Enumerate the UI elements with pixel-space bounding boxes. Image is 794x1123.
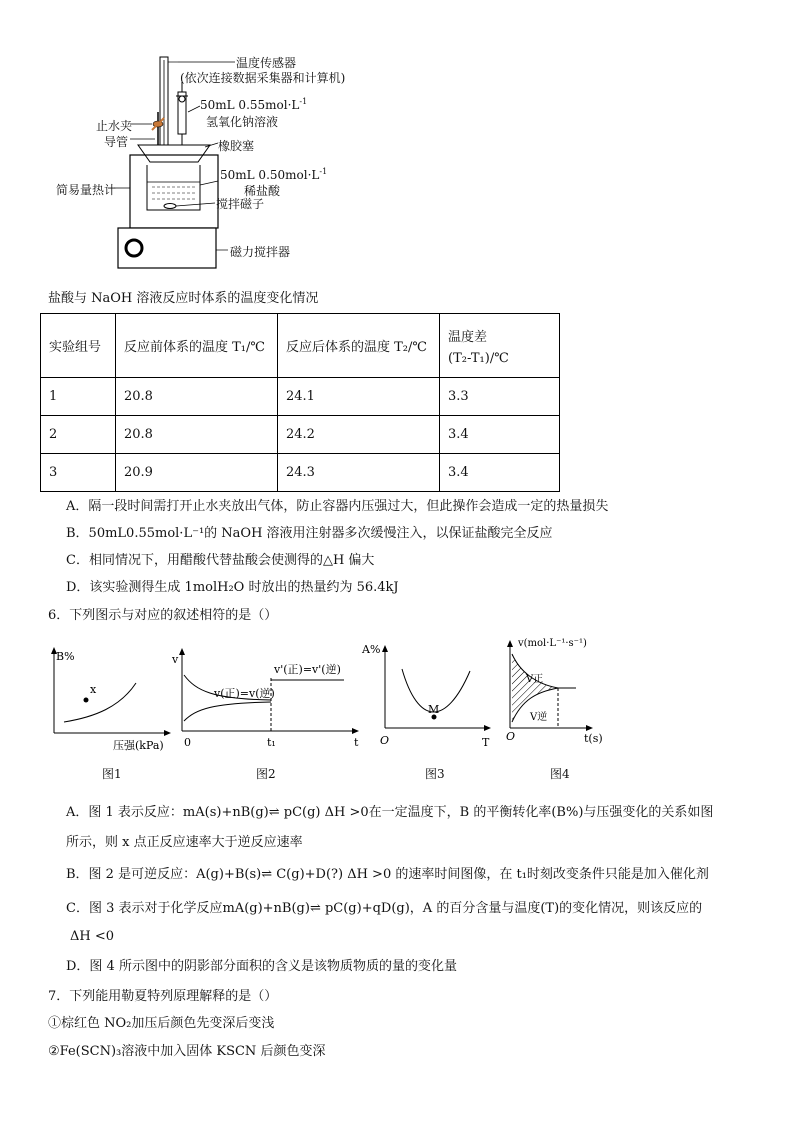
table-header-cell (440, 314, 560, 378)
figure-3 (360, 635, 495, 755)
table-cell: 3.3 (440, 378, 560, 416)
table-cell: 24.1 (278, 378, 440, 416)
table-header-cell: 反应后体系的温度 T₂/℃ (278, 314, 440, 378)
table-cell: 2 (41, 416, 116, 454)
hcl-concentration: 50mL $0.50mol\cdot L^{-1}$ (220, 167, 328, 182)
table-header-line: 温度差 (448, 329, 488, 345)
figure-4 (500, 632, 620, 752)
q5-option-b: B．50mL0.55mol·L⁻¹的 NaOH 溶液用注射器多次缓慢注入，以保证盐酸完全反应 (66, 526, 553, 541)
stir-bar-label: 搅拌磁子 (216, 197, 265, 211)
fig2-origin: 0 (184, 736, 191, 749)
fig4-v-reverse: V逆 (530, 712, 548, 723)
fig2-ylabel: v (172, 653, 179, 666)
naoh-concentration: 50mL $0.55mol\cdot L^{-1}$ (200, 97, 308, 112)
q7-item-1: ①棕红色 NO₂加压后颜色先变深后变浅 (48, 1016, 275, 1031)
fig1-point-x (84, 698, 89, 703)
q5-option-a: A．隔一段时间需打开止水夹放出气体，防止容器内压强过大，但此操作会造成一定的热量损失 (66, 499, 609, 514)
clamp-label: 止水夹 (96, 119, 133, 133)
beaker (147, 165, 200, 210)
fig3-ylabel: A% (362, 643, 381, 656)
q6-option-a-line1: A．图 1 表示反应：mA(s)+nB(g)⇌ pC(g) ΔH >0在一定温度下，B 的平衡转化率(B%)与压强变化的关系如图 (66, 805, 714, 820)
fig2-curve-label: v(正)=v(逆) (214, 687, 275, 700)
calorimeter-box (130, 155, 218, 228)
rubber-stopper (138, 145, 210, 162)
table-header-cell: 反应前体系的温度 T₁/℃ (116, 314, 278, 378)
fig4-origin: O (506, 730, 516, 743)
fig2-after-label: v'(正)=v'(逆) (274, 663, 341, 676)
fig2-t1: t₁ (267, 736, 276, 749)
table-header-cell: 实验组号 (41, 314, 116, 378)
figure-1 (40, 645, 175, 755)
q6-option-b: B．图 2 是可逆反应：A(g)+B(s)⇌ C(g)+D(?) ΔH >0 的速率时间图像，在 t₁时刻改变条件只能是加入催化剂 (66, 867, 709, 882)
table-header-row (41, 314, 560, 378)
figure-2 (168, 645, 368, 755)
apparatus-diagram (0, 0, 400, 280)
q5-option-c: C．相同情况下，用醋酸代替盐酸会使测得的△H 偏大 (66, 553, 375, 568)
fig2-caption: 图2 (256, 767, 276, 781)
table-cell: 3.4 (440, 454, 560, 492)
fig1-point-label: x (90, 683, 97, 696)
fig4-xlabel: t(s) (584, 732, 603, 745)
stirrer-label: 磁力搅拌器 (230, 245, 291, 259)
fig1-curve (64, 683, 136, 722)
fig1-xlabel: 压强(kPa) (113, 739, 164, 752)
fig1-ylabel: B% (56, 650, 75, 663)
stopper-label: 橡胶塞 (218, 139, 255, 153)
sensor-label: 温度传感器 (236, 56, 297, 70)
table-cell: 24.3 (278, 454, 440, 492)
knob-icon (126, 240, 142, 256)
q6-option-c-line1: C．图 3 表示对于化学反应mA(g)+nB(g)⇌ pC(g)+qD(g)，A 的百分含量与温度(T)的变化情况，则该反应的 (66, 901, 703, 916)
fig3-point-label: M (428, 703, 440, 716)
q6-option-c-line2: ΔH <0 (70, 929, 115, 944)
sensor-note: (依次连接数据采集器和计算机) (180, 71, 346, 85)
q7-item-2: ②Fe(SCN)₃溶液中加入固体 KSCN 后颜色变深 (48, 1044, 326, 1059)
table-cell: 1 (41, 378, 116, 416)
tube-label: 导管 (104, 135, 129, 149)
table-header-line: (T₂-T₁)/℃ (448, 350, 509, 366)
q5-option-d: D．该实验测得生成 1molH₂O 时放出的热量约为 56.4kJ (66, 580, 399, 595)
fig2-reverse-curve (184, 702, 271, 721)
fig3-origin: O (380, 734, 390, 747)
q6-option-d: D．图 4 所示图中的阴影部分面积的含义是该物质物质的量的变化量 (66, 959, 457, 974)
table-cell: 3.4 (440, 416, 560, 454)
fig3-caption: 图3 (425, 767, 445, 781)
naoh-name: 氢氧化钠溶液 (206, 115, 279, 129)
fig3-xlabel: T (482, 736, 490, 749)
calorimeter-label: 简易量热计 (56, 183, 117, 197)
table-row (41, 454, 560, 492)
fig1-caption: 图1 (102, 767, 122, 781)
table-cell: 24.2 (278, 416, 440, 454)
hcl-name: 稀盐酸 (244, 184, 281, 198)
stir-bar-icon (164, 204, 176, 209)
q6-stem: 6．下列图示与对应的叙述相符的是（） (48, 608, 278, 623)
temperature-table (40, 313, 560, 492)
table-cell: 20.9 (116, 454, 278, 492)
q7-stem: 7．下列能用勒夏特列原理解释的是（） (48, 989, 278, 1004)
table-cell: 3 (41, 454, 116, 492)
table-cell: 20.8 (116, 416, 278, 454)
table-cell: 20.8 (116, 378, 278, 416)
table-caption: 盐酸与 NaOH 溶液反应时体系的温度变化情况 (48, 291, 319, 306)
q6-option-a-line2: 所示，则 x 点正反应速率大于逆反应速率 (66, 835, 303, 850)
fig4-v-forward: V正 (526, 674, 544, 685)
syringe-icon (176, 82, 188, 150)
table-row (41, 378, 560, 416)
table-row (41, 416, 560, 454)
fig2-xlabel: t (354, 736, 359, 749)
fig4-caption: 图4 (550, 767, 570, 781)
fig4-ylabel: v(mol·L⁻¹·s⁻¹) (518, 638, 587, 649)
